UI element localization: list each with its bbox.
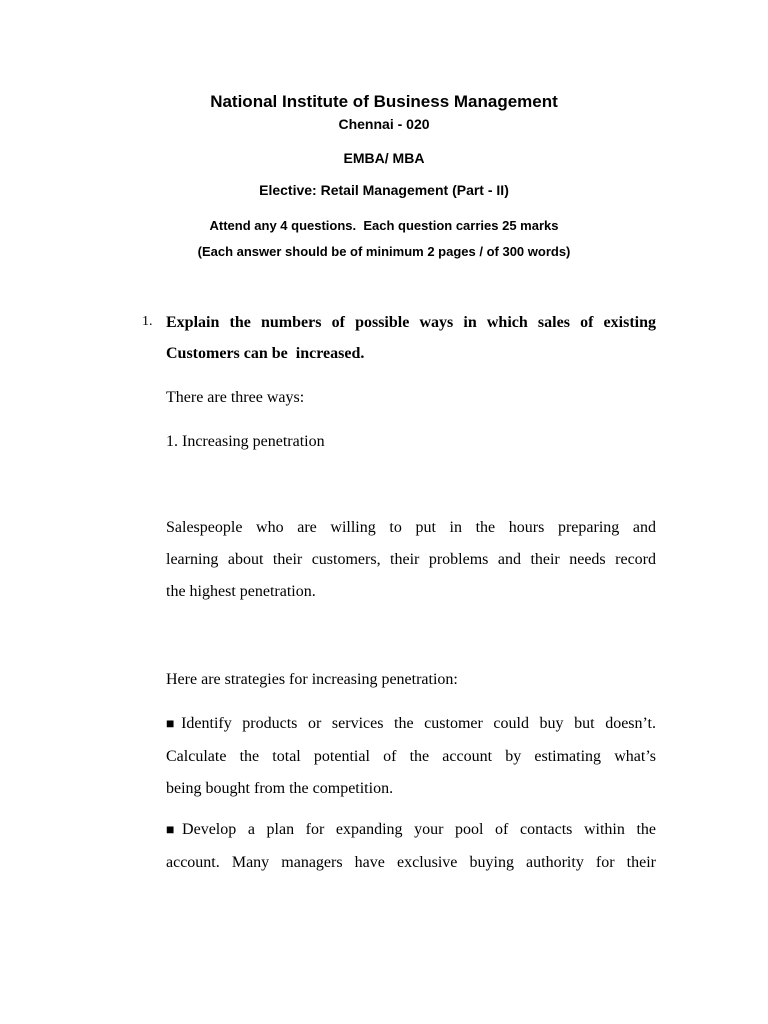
bullet-line <box>166 708 656 741</box>
bullet-line: Calculate the total potential of the account by estimating what’s <box>166 748 656 765</box>
program-name: EMBA/ MBA <box>343 150 425 166</box>
exam-instruction: Attend any 4 questions. Each question carries 25 marks <box>209 218 559 233</box>
institute-title: National Institute of Business Management <box>210 92 558 111</box>
elective-subject: Elective: Retail Management (Part - II) <box>259 182 509 198</box>
answer-paragraph <box>166 512 656 608</box>
bullet-item <box>166 814 656 879</box>
paragraph-line: the highest penetration. <box>166 583 316 600</box>
paragraph-line: Salespeople who are willing to put in the hours preparing and <box>166 519 656 536</box>
institute-city: Chennai - 020 <box>338 116 430 132</box>
paragraph-line: learning about their customers, their problems and their needs record <box>166 551 656 568</box>
bullet-item <box>166 708 656 805</box>
answer-point-heading: 1. Increasing penetration <box>166 433 325 450</box>
question-text-line-2: Customers can be increased. <box>166 345 365 362</box>
answer-intro: There are three ways: <box>166 389 305 406</box>
square-bullet-icon: ■ <box>166 717 182 732</box>
word-limit-instruction: (Each answer should be of minimum 2 pages / of 300 words) <box>197 244 571 259</box>
bullet-line: account. Many managers have exclusive buying authority for their <box>166 854 656 871</box>
bullet-text: Develop a plan for expanding your pool of contacts within the <box>182 821 656 838</box>
bullet-line <box>166 814 656 847</box>
bullet-line: being bought from the competition. <box>166 780 394 797</box>
strategies-heading: Here are strategies for increasing penetration: <box>166 671 458 688</box>
question-number: 1. <box>142 314 153 329</box>
bullet-text: Identify products or services the customer could buy but doesn’t. <box>181 715 657 732</box>
question-text-line-1: Explain the numbers of possible ways in which sales of existing <box>166 314 656 331</box>
square-bullet-icon: ■ <box>166 823 183 838</box>
